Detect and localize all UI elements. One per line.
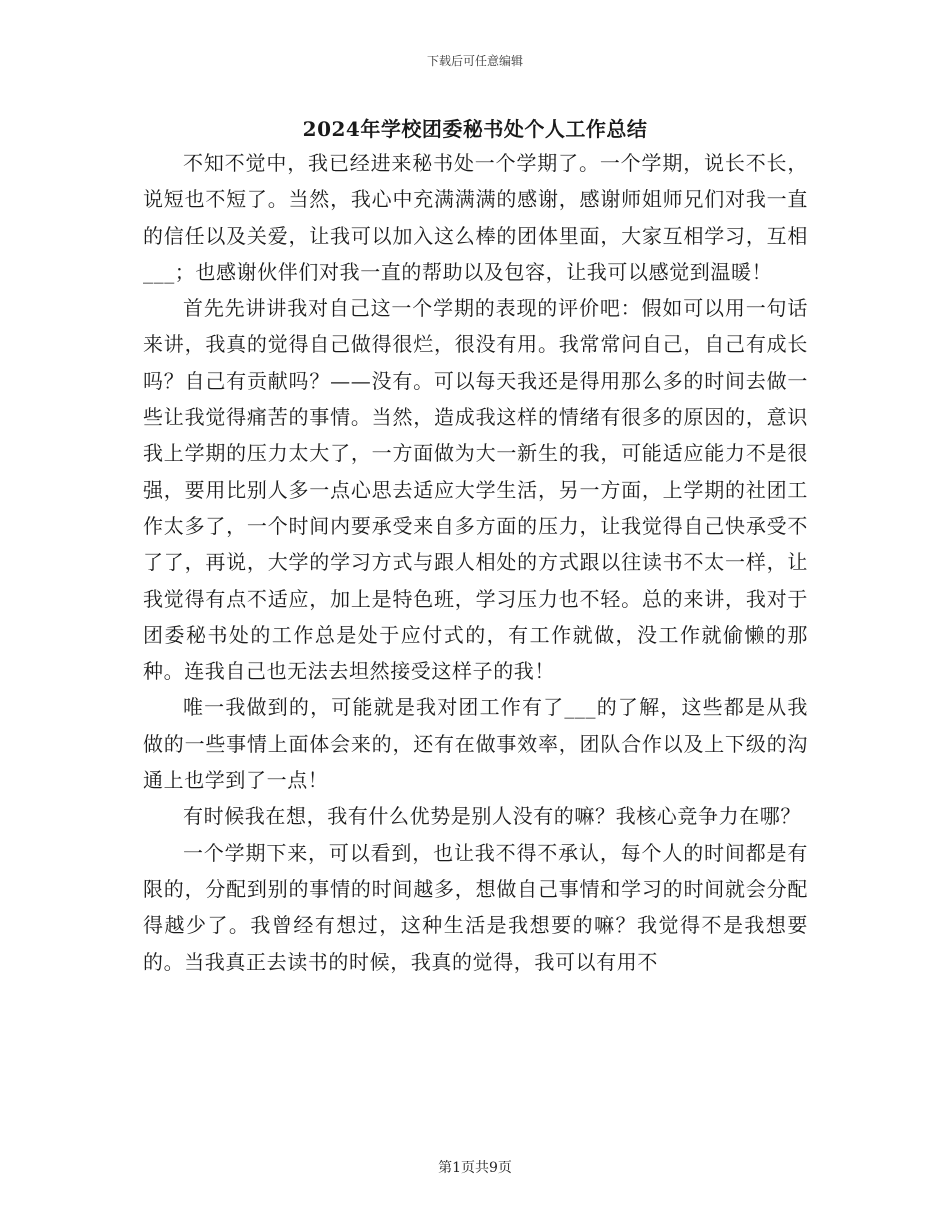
header-note: 下载后可任意编辑 — [426, 54, 523, 68]
paragraph-4: 有时候我在想，我有什么优势是别人没有的嘛？我核心竞争力在哪？ — [183, 804, 801, 829]
paragraph-2: 首先先讲讲我对自己这一个学期的表现的评价吧：假如可以用一句话来讲，我真的觉得自己做得很烂，很没有用。我常常问自己，自己有成长吗？自己有贡献吗？——没有。可以每天我还是得用那么多的时间去做一些让我觉得痛苦的事情。当然，造成我这样的情绪有很多的原因的，意识我上学期的压力太大了，一方面做为大一新生的我，可能适应能力不是很强，要用比别人多一点心思去适应大学生活，另一方面，上学期的社团工作太多了，一个时间内要承受来自多方面的压力，让我觉得自己快承受不了了，再说，大学的学习方式与跟人相处的方式跟以往读书不太一样，让我觉得有点不适应，加上是特色班，学习压力也不轻。总的来讲，我对于团委秘书处的工作总是处于应付式的，有工作就做，没工作就偷懒的那种。连我自己也无法去坦然接受这样子的我！ — [143, 296, 808, 684]
document-title: 2024年学校团委秘书处个人工作总结 — [302, 117, 648, 141]
paragraph-1: 不知不觉中，我已经进来秘书处一个学期了。一个学期，说长不长，说短也不短了。当然，我心中充满满满的感谢，感谢师姐师兄们对我一直的信任以及关爱，让我可以加入这么棒的团体里面，大家互相学习，互相___；也感谢伙伴们对我一直的帮助以及包容，让我可以感觉到温暖！ — [143, 151, 808, 284]
paragraph-3: 唯一我做到的，可能就是我对团工作有了___的了解，这些都是从我做的一些事情上面体会来的，还有在做事效率，团队合作以及上下级的沟通上也学到了一点！ — [143, 695, 808, 793]
document-body — [143, 145, 808, 980]
page-number-footer: 第1页共9页 — [438, 1160, 512, 1176]
paragraph-5: 一个学期下来，可以看到，也让我不得不承认，每个人的时间都是有限的，分配到别的事情的时间越多，想做自己事情和学习的时间就会分配得越少了。我曾经有想过，这种生活是我想要的嘛？我觉得不是我想要的。当我真正去读书的时候，我真的觉得，我可以有用不 — [143, 840, 808, 974]
